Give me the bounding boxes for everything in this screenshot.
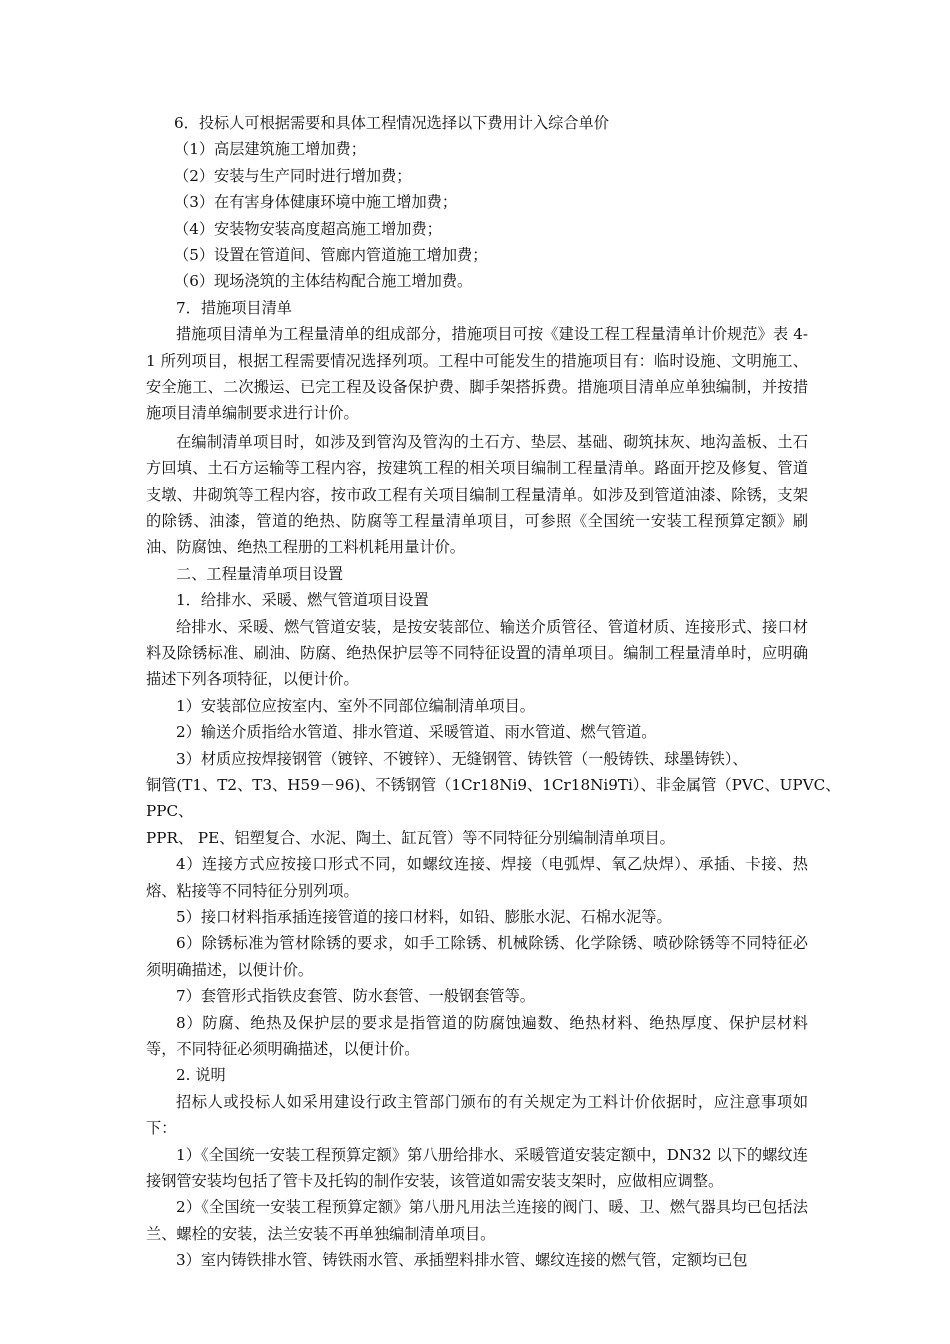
- list-item: 5）接口材料指承插连接管道的接口材料，如铅、膨胀水泥、石棉水泥等。: [176, 907, 672, 926]
- list-item: （5）设置在管道间、管廊内管道施工增加费；: [174, 245, 488, 264]
- paragraph: 给排水、采暖、燃气管道安装，是按安装部位、输送介质管径、管道材质、连接形式、接口材料及除锈标准、刷油、防腐、绝热保护层等不同特征设置的清单项目。编制工程量清单时，应明确描述下列各项特征，以便计价。: [146, 617, 808, 689]
- subsection-2-title: 2. 说明: [176, 1066, 226, 1085]
- list-item: 1）《全国统一安装工程预算定额》第八册给排水、采暖管道安装定额中，DN32 以下的螺纹连接钢管安装均包括了管卡及托钩的制作安装，该管道如需安装支架时，应做相应调整。: [146, 1145, 808, 1190]
- list-item: 3）室内铸铁排水管、铸铁雨水管、承插塑料排水管、螺纹连接的燃气管，定额均已包: [176, 1251, 748, 1270]
- subsection-1-title: 1．给排水、采暖、燃气管道项目设置: [176, 591, 429, 610]
- list-item: （6）现场浇筑的主体结构配合施工增加费。: [174, 272, 473, 291]
- list-item: 7）套管形式指铁皮套管、防水套管、一般钢套管等。: [176, 987, 535, 1006]
- paragraph: 招标人或投标人如采用建设行政主管部门颁布的有关规定为工料计价依据时，应注意事项如下：: [146, 1092, 808, 1138]
- list-item: 2）输送介质指给水管道、排水管道、采暖管道、雨水管道、燃气管道。: [176, 723, 657, 742]
- list-item: 2）《全国统一安装工程预算定额》第八册凡用法兰连接的阀门、暖、卫、燃气器具均已包括法兰、螺栓的安装，法兰安装不再单独编制清单项目。: [146, 1198, 808, 1243]
- list-item-continuation: PPR、 PE、铝塑复合、水泥、陶土、缸瓦管）等不同特征分别编制清单项目。: [146, 828, 675, 847]
- list-item: 8）防腐、绝热及保护层的要求是指管道的防腐蚀遍数、绝热材料、绝热厚度、保护层材料等，不同特征必须明确描述，以便计价。: [146, 1013, 808, 1058]
- list-item: （4）安装物安装高度超高施工增加费；: [174, 219, 442, 238]
- paragraph: 在编制清单项目时，如涉及到管沟及管沟的土石方、垫层、基础、砌筑抹灰、地沟盖板、土石方回填、土石方运输等工程内容，按建筑工程的相关项目编制工程量清单。路面开挖及修复、管道支墩、井砌筑等工程内容，按市政工程有关项目编制工程量清单。如涉及到管道油漆、除锈，支架的除锈、油漆，管道的绝热、防腐等工程量清单项目，可参照《全国统一安装工程预算定额》刷油、防腐蚀、绝热工程册的工料机耗用量计价。: [146, 432, 808, 557]
- list-item: （1）高层建筑施工增加费；: [174, 140, 366, 159]
- list-item: （2）安装与生产同时进行增加费；: [174, 166, 412, 185]
- section-7-title: 7．措施项目清单: [176, 298, 292, 317]
- document-page: [146, 110, 841, 1274]
- list-item: （3）在有害身体健康环境中施工增加费；: [174, 193, 458, 212]
- list-item-continuation: PPC、: [146, 802, 194, 821]
- paragraph: 措施项目清单为工程量清单的组成部分，措施项目可按《建设工程工程量清单计价规范》表 4-1 所列项目，根据工程需要情况选择列项。工程中可能发生的措施项目有：临时设施、文明施工、安全施工、二次搬运、已完工程及设备保护费、脚手架搭拆费。措施项目清单应单独编制，并按措施项目清单编制要求进行计价。: [146, 325, 808, 423]
- part-2-title: 二、工程量清单项目设置: [176, 564, 344, 583]
- list-item: 4）连接方式应按接口形式不同，如螺纹连接、焊接（电弧焊、氧乙炔焊）、承插、卡接、热熔、粘接等不同特征分别列项。: [146, 855, 808, 900]
- list-item: 1）安装部位应按室内、室外不同部位编制清单项目。: [176, 696, 535, 715]
- section-6-title: 6．投标人可根据需要和具体工程情况选择以下费用计入综合单价: [174, 114, 609, 132]
- list-item: 6）除锈标准为管材除锈的要求，如手工除锈、机械除锈、化学除锈、喷砂除锈等不同特征必须明确描述，以便计价。: [146, 934, 808, 979]
- list-item-continuation: 铜管(T1、T2、T3、H59－96)、不锈钢管（1Cr18Ni9、1Cr18Ni9Ti）、非金属管（PVC、UPVC、: [146, 775, 841, 794]
- list-item: 3）材质应按焊接钢管（镀锌、不镀锌）、无缝钢管、铸铁管（一般铸铁、球墨铸铁）、: [176, 749, 748, 768]
